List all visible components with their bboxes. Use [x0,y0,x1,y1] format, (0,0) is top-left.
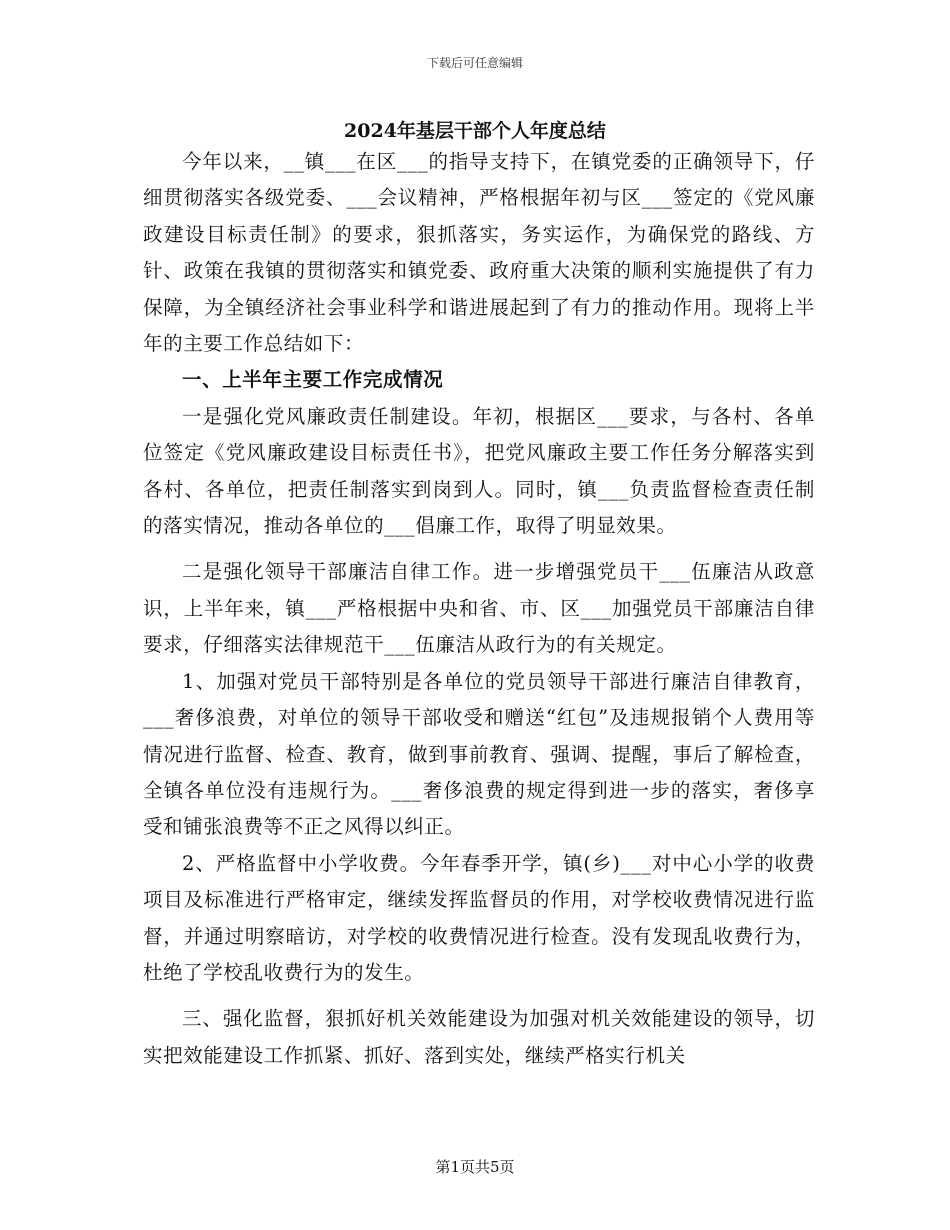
body-paragraph: 二是强化领导干部廉洁自律工作。进一步增强党员干___伍廉洁从政意识，上半年来，镇___严格根据中央和省、市、区___加强党员干部廉洁自律要求，仔细落实法律规范干___伍廉洁从政行为的有关规定。 [143,560,815,657]
list-item: 2、严格监督中小学收费。今年春季开学，镇(乡)___对中心小学的收费项目及标准进行严格审定，继续发挥监督员的作用，对学校收费情况进行监督，并通过明察暗访，对学校的收费情况进行检查。没有发现乱收费行为，杜绝了学校乱收费行为的发生。 [143,851,815,984]
list-item: 1、加强对党员干部特别是各单位的党员领导干部进行廉洁自律教育，___奢侈浪费，对单位的领导干部收受和赠送“红包”及违规报销个人费用等情况进行监督、检查、教育，做到事前教育、强调、提醒，事后了解检查，全镇各单位没有违规行为。___奢侈浪费的规定得到进一步的落实，奢侈享受和铺张浪费等不正之风得以纠正。 [143,669,815,839]
document-title: 2024年基层干部个人年度总结 [344,120,606,142]
header-note: 下载后可任意编辑 [426,56,523,70]
section-heading: 一、上半年主要工作完成情况 [182,368,444,392]
page-number: 第1页共5页 [435,1158,515,1176]
body-paragraph: 一是强化党风廉政责任制建设。年初，根据区___要求，与各村、各单位签定《党风廉政建设目标责任书》，把党风廉政主要工作任务分解落实到各村、各单位，把责任制落实到岗到人。同时，镇___负责监督检查责任制的落实情况，推动各单位的___倡廉工作，取得了明显效果。 [143,404,815,538]
body-paragraph: 三、强化监督，狠抓好机关效能建设为加强对机关效能建设的领导，切实把效能建设工作抓紧、抓好、落到实处，继续严格实行机关 [143,1007,815,1067]
document-body [143,144,815,1074]
intro-paragraph: 今年以来，__镇___在区___的指导支持下，在镇党委的正确领导下，仔细贯彻落实各级党委、___会议精神，严格根据年初与区___签定的《党风廉政建设目标责任制》的要求，狠抓落实，务实运作，为确保党的路线、方针、政策在我镇的贯彻落实和镇党委、政府重大决策的顺利实施提供了有力保障，为全镇经济社会事业科学和谐进展起到了有力的推动作用。现将上半年的主要工作总结如下： [143,150,815,356]
